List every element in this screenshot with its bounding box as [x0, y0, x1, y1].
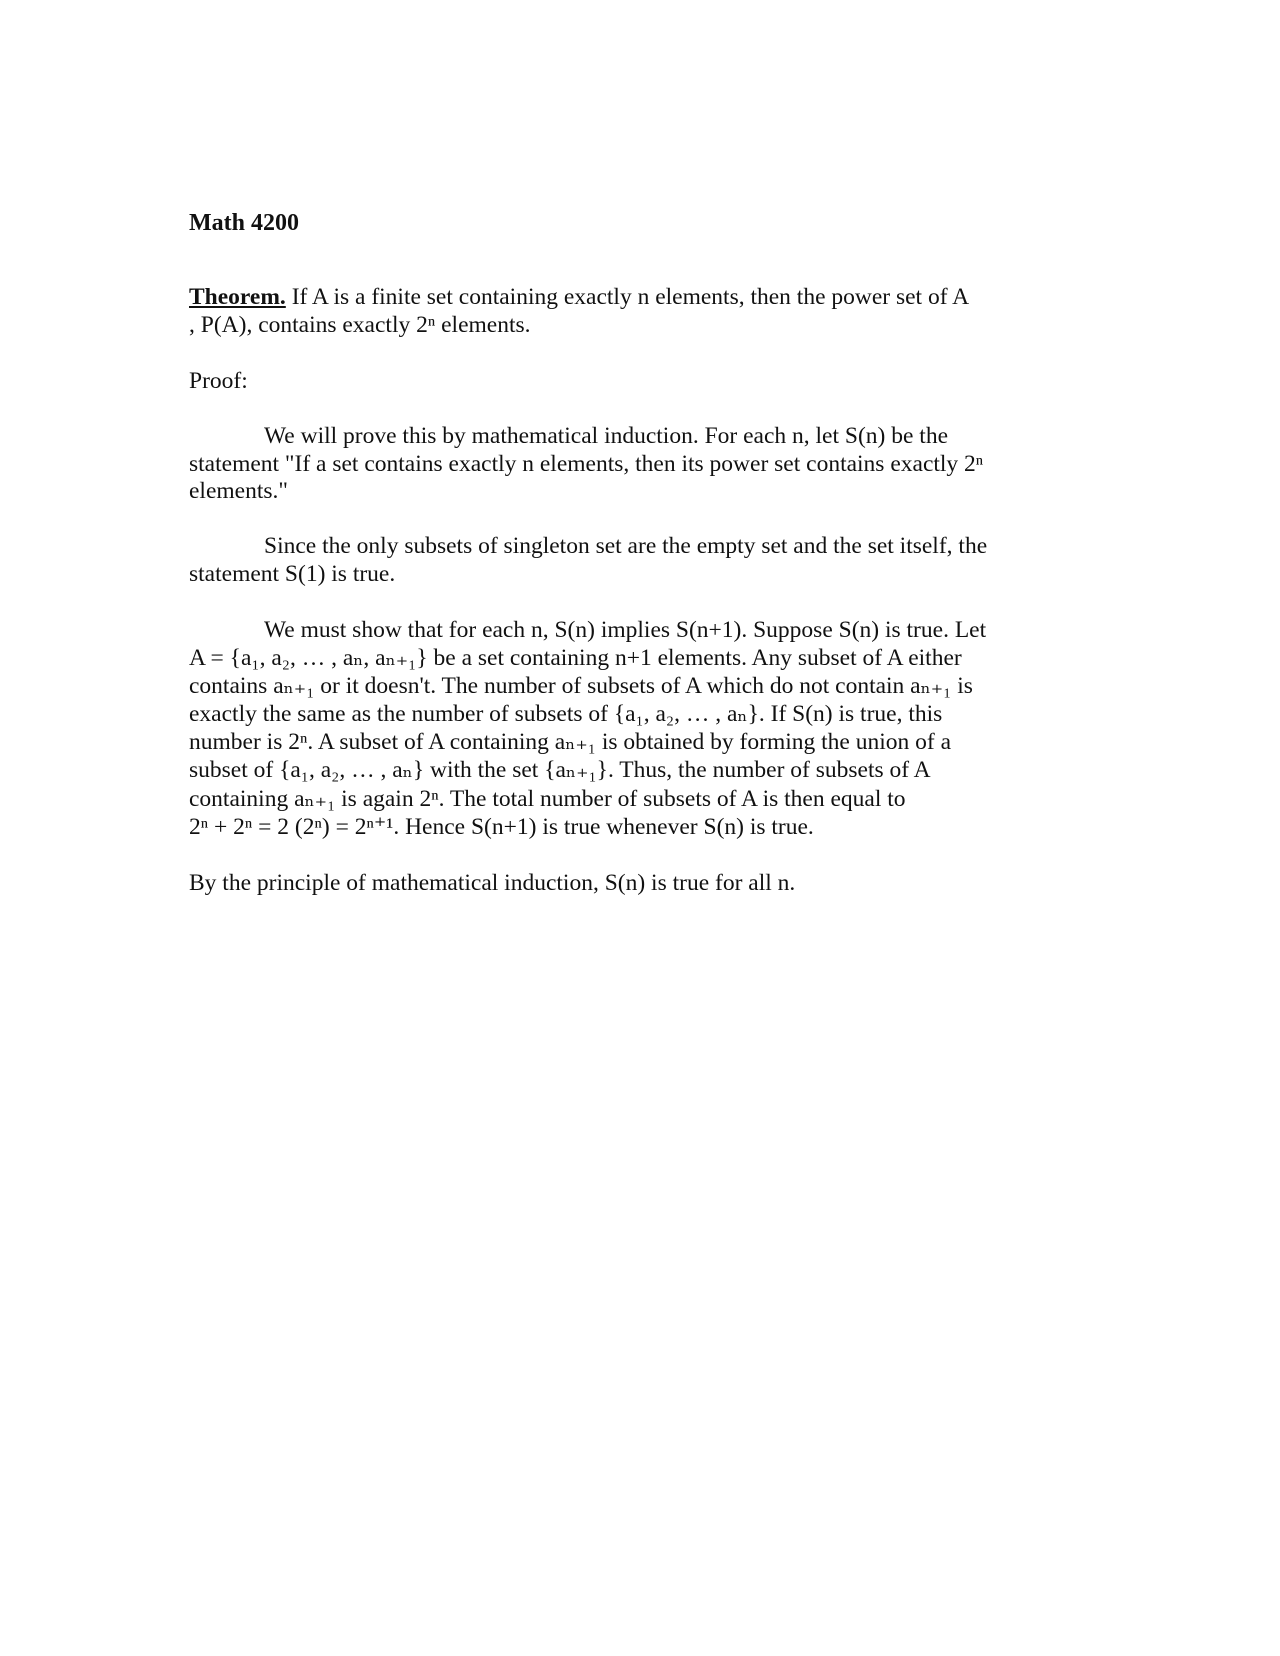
proof-p3-line-8: 2ⁿ + 2ⁿ = 2 (2ⁿ) = 2ⁿ⁺¹. Hence S(n+1) is true whenever S(n) is true.	[189, 814, 814, 840]
proof-p2-line-2: statement S(1) is true.	[189, 561, 396, 587]
proof-p2-line-1: Since the only subsets of singleton set are the empty set and the set itself, the	[264, 533, 988, 559]
theorem-label: Theorem.	[189, 284, 286, 310]
theorem-text-1: If A is a finite set containing exactly n elements, then the power set of A	[291, 284, 970, 310]
theorem-line-2: , P(A), contains exactly 2ⁿ elements.	[189, 312, 531, 338]
proof-p3-line-3: contains aₙ₊₁ or it doesn't. The number of subsets of A which do not contain aₙ₊₁ is	[189, 673, 973, 699]
proof-p3-line-2: A = {a₁, a₂, … , aₙ, aₙ₊₁} be a set containing n+1 elements. Any subset of A either	[189, 645, 962, 671]
proof-p1-line-2: statement "If a set contains exactly n elements, then its power set contains exactly 2ⁿ	[189, 451, 984, 477]
proof-p1-line-3: elements."	[189, 478, 288, 504]
document-page	[189, 0, 1089, 1656]
proof-p1-line-1: We will prove this by mathematical induction. For each n, let S(n) be the	[264, 423, 949, 449]
proof-p3-line-4: exactly the same as the number of subsets of {a₁, a₂, … , aₙ}. If S(n) is true, this	[189, 701, 943, 727]
proof-p3-line-5: number is 2ⁿ. A subset of A containing aₙ₊₁ is obtained by forming the union of a	[189, 729, 952, 755]
proof-p3-line-7: containing aₙ₊₁ is again 2ⁿ. The total number of subsets of A is then equal to	[189, 786, 906, 812]
proof-label: Proof:	[189, 368, 248, 394]
proof-p3-line-6: subset of {a₁, a₂, … , aₙ} with the set {aₙ₊₁}. Thus, the number of subsets of A	[189, 757, 931, 783]
proof-p3-line-1: We must show that for each n, S(n) implies S(n+1). Suppose S(n) is true. Let	[264, 617, 987, 643]
proof-conclusion: By the principle of mathematical induction, S(n) is true for all n.	[189, 870, 796, 896]
theorem-line-1	[189, 282, 969, 312]
course-heading: Math 4200	[189, 210, 299, 236]
